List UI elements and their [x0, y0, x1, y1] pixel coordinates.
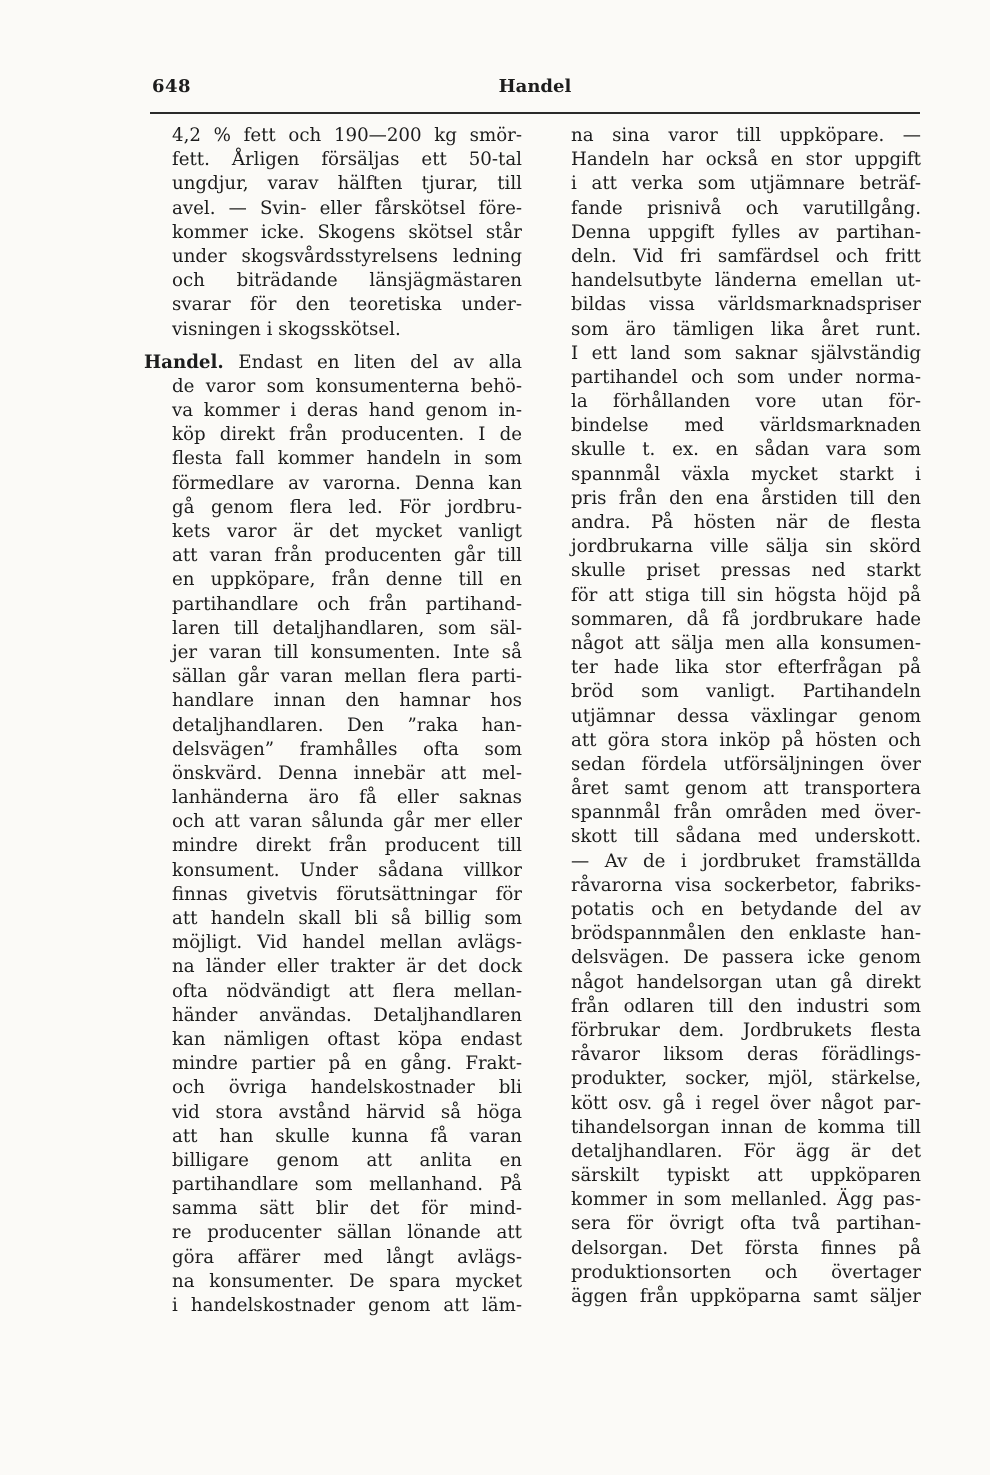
text-line: skulle t. ex. en sådan vara som [571, 439, 921, 461]
text-line: att han skulle kunna få varan [172, 1125, 522, 1147]
text-line: ofta nödvändigt att flera mellan- [172, 980, 522, 1002]
text-line: att varan från producenten går till [172, 545, 522, 567]
text-line: na länder eller trakter är det dock [172, 956, 522, 978]
text-line: i handelskostnader genom att läm- [172, 1295, 522, 1316]
text-line: handelsutbyte länderna emellan ut- [571, 270, 921, 292]
text-line: laren till detaljhandlaren, som säl- [172, 617, 522, 639]
text-line: delsvägen” framhålles ofta som [172, 738, 522, 760]
text-line: kan nämligen oftast köpa endast [172, 1028, 522, 1050]
text-line: handlare innan den hamnar hos [172, 690, 522, 712]
text-line: produktionsorten och övertager [571, 1261, 921, 1283]
text-line: partihandlare och från partihand- [172, 593, 522, 615]
text-line: Handeln har också en stor uppgift [571, 149, 921, 171]
text-line: sedan fördela utförsäljningen över [571, 753, 921, 775]
paragraph-livestock [172, 124, 522, 342]
text-line: potatis och en betydande del av [571, 899, 921, 920]
text-line: vid stora avstånd härvid så höga [172, 1101, 522, 1123]
text-line: produkter, socker, mjöl, stärkelse, [571, 1068, 921, 1090]
right-column [571, 124, 921, 1309]
text-line: mindre direkt från producent till [172, 835, 522, 857]
text-line: råvarorna visa sockerbetor, fabriks- [571, 874, 921, 896]
text-line: partihandel och som under norma- [571, 366, 921, 388]
text-line: och biträdande länsjägmästaren [172, 270, 522, 292]
text-line: partihandlare som mellanhand. På [172, 1174, 522, 1196]
text-line: köp direkt från producenten. I de [172, 424, 522, 446]
text-line: året samt genom att transportera [571, 778, 921, 800]
text-line: att göra stora inköp på hösten och [571, 729, 921, 751]
text-line: delsorgan. Det första finnes på [571, 1237, 921, 1259]
header-rule [150, 112, 920, 114]
text-line: och att varan sålunda går mer eller [172, 811, 522, 833]
text-line: skott till sådana med underskott. [571, 826, 921, 848]
text-line: re producenter sällan lönande att [172, 1222, 522, 1244]
text-line: avel. — Svin- eller fårskötsel före- [172, 197, 522, 219]
text-line: händer användas. Detaljhandlaren [172, 1004, 522, 1026]
text-line: sera för övrigt ofta två partihan- [571, 1213, 921, 1235]
text-line: lanhänderna äro få eller saknas [172, 787, 522, 809]
text-line: la förhållanden vore utan för- [571, 391, 921, 413]
paragraph-handel [144, 351, 522, 1319]
text-line: för att stiga till sin högsta höjd på [571, 584, 921, 606]
text-line: önskvärd. Denna innebär att mel- [172, 762, 522, 784]
text-line: na sina varor till uppköpare. — [571, 125, 921, 146]
text-line: detaljhandlaren. För ägg är det [571, 1140, 921, 1162]
text-line: bindelse med världsmarknaden [571, 415, 921, 437]
text-line: sällan går varan mellan flera parti- [172, 666, 522, 688]
text-line: en uppköpare, från denne till en [172, 569, 522, 591]
text-line: billigare genom att anlita en [172, 1149, 522, 1171]
text-line: råvaror liksom deras förädlings- [571, 1044, 921, 1066]
text-line: jordbrukarna ville sälja sin skörd [571, 536, 921, 558]
text-line: tihandelsorgan innan de komma till [571, 1116, 921, 1138]
text-line: svarar för den teoretiska under- [172, 294, 522, 316]
text-line: I ett land som saknar självständig [571, 342, 921, 364]
text-line: kets varor är det mycket vanligt [172, 521, 522, 542]
text-line: som äro tämligen lika året runt. [571, 318, 921, 340]
text-line: göra affärer med långt avlägs- [172, 1246, 522, 1268]
page-header [150, 76, 920, 102]
text-line: bildas vissa världsmarknadspriser [571, 294, 921, 316]
left-column [144, 124, 522, 1318]
text-line: och övriga handelskostnader bli [172, 1077, 522, 1099]
text-line: va kommer i deras hand genom in- [172, 400, 522, 422]
text-line: 4,2 % fett och 190—200 kg smör- [172, 125, 522, 146]
text-line: kommer icke. Skogens skötsel står [172, 221, 522, 243]
text-line: förmedlare av varorna. Denna kan [172, 472, 522, 494]
text-line: möjligt. Vid handel mellan avlägs- [172, 932, 522, 954]
text-line: ter hade lika stor efterfrågan på [571, 657, 921, 679]
text-line: pris från den ena årstiden till den [571, 487, 921, 509]
text-line [144, 351, 522, 375]
text-line: under skogsvårdsstyrelsens ledning [172, 245, 522, 267]
text-line: visningen i skogsskötsel. [172, 318, 401, 340]
text-line: konsument. Under sådana villkor [172, 859, 522, 881]
text-line: andra. På hösten när de flesta [571, 512, 921, 533]
text-line: deln. Vid fri samfärdsel och fritt [571, 245, 921, 267]
text-line: skulle priset pressas ned starkt [571, 560, 921, 582]
paragraph-continued [571, 124, 921, 1309]
text-line: — Av de i jordbruket framställda [571, 850, 921, 872]
text-fragment: Endast en liten del av alla [223, 351, 522, 373]
text-line: bröd som vanligt. Partihandeln [571, 681, 921, 703]
text-line: flesta fall kommer handeln in som [172, 448, 522, 470]
text-line: spannmål växla mycket starkt i [571, 463, 921, 485]
text-line: mindre partier på en gång. Frakt- [172, 1053, 522, 1075]
text-line: fande prisnivå och varutillgång. [571, 197, 921, 219]
running-title: Handel [498, 76, 572, 97]
text-line: gå genom flera led. För jordbru- [172, 496, 522, 518]
text-line: samma sätt blir det för mind- [172, 1198, 522, 1220]
text-line: kommer in som mellanled. Ägg pas- [571, 1189, 921, 1211]
text-line: finnas givetvis förutsättningar för [172, 883, 522, 905]
text-line: särskilt typiskt att uppköparen [571, 1165, 921, 1187]
text-line: äggen från uppköparna samt säljer [571, 1286, 921, 1307]
text-line: sommaren, då få jordbrukare hade [571, 608, 921, 630]
page-number: 648 [152, 76, 192, 97]
text-line: brödspannmålen den enklaste han- [571, 923, 921, 945]
section-heading-handel: Handel. [144, 351, 224, 373]
text-line: att handeln skall bli så billig som [172, 908, 522, 929]
text-line: na konsumenter. De spara mycket [172, 1270, 522, 1292]
text-line: ungdjur, varav hälften tjurar, till [172, 173, 522, 195]
text-line: fett. Årligen försäljas ett 50-tal [172, 149, 522, 171]
text-line: jer varan till konsumenten. Inte så [172, 641, 522, 663]
text-line: i att verka som utjämnare beträf- [571, 173, 921, 195]
text-line: spannmål från områden med över- [571, 802, 921, 824]
text-line: något att sälja men alla konsumen- [571, 632, 921, 654]
text-line: Denna uppgift fylles av partihan- [571, 221, 921, 243]
text-line: utjämnar dessa växlingar genom [571, 705, 921, 727]
text-line: från odlaren till den industri som [571, 995, 921, 1017]
text-line: förbrukar dem. Jordbrukets flesta [571, 1019, 921, 1041]
text-line: detaljhandlaren. Den ”raka han- [172, 714, 522, 736]
text-line: något handelsorgan utan gå direkt [571, 971, 921, 993]
text-line: delsvägen. De passera icke genom [571, 947, 921, 969]
text-line: kött osv. gå i regel över något par- [571, 1092, 921, 1114]
text-line: de varor som konsumenterna behö- [172, 375, 522, 397]
